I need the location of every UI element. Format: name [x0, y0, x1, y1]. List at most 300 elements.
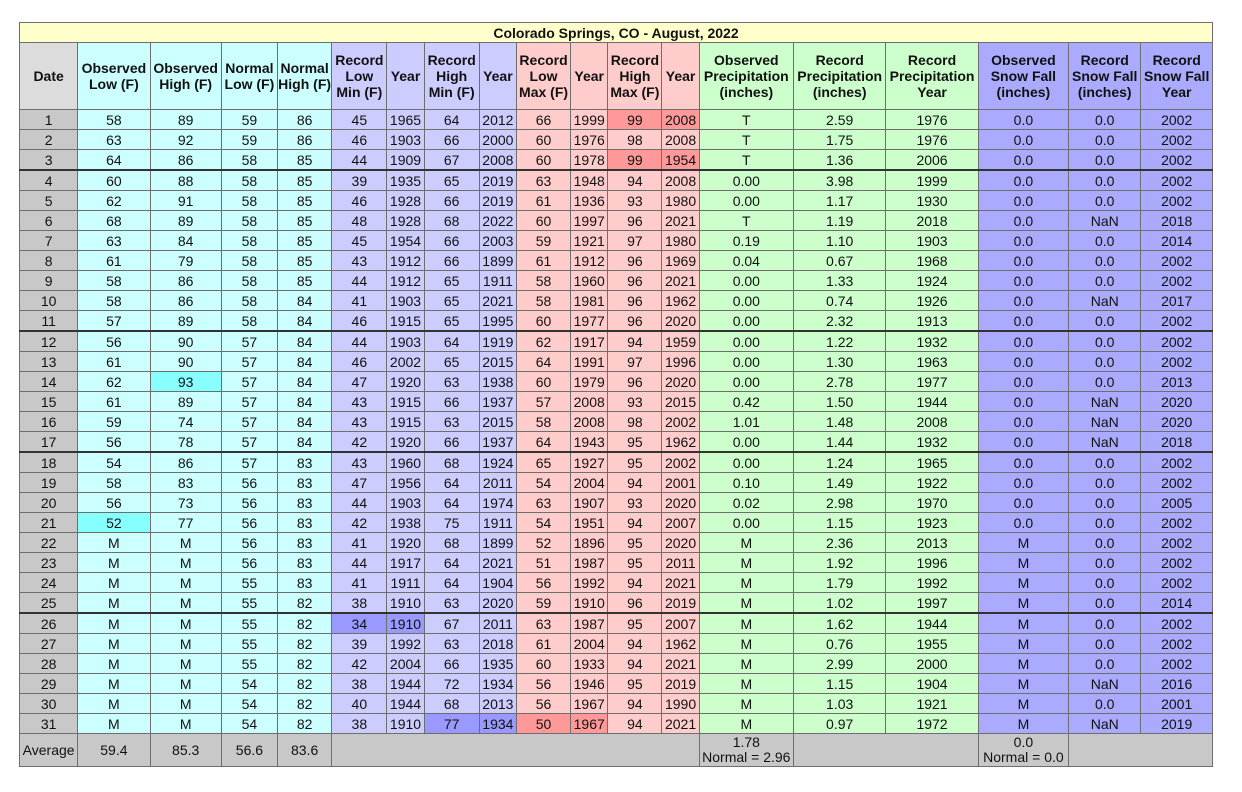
cell-record-low-min: 48 [332, 211, 387, 231]
cell-record-snowfall-year: 2002 [1141, 553, 1213, 573]
cell-observed-snowfall: 0.0 [978, 311, 1068, 332]
header-record-high-max-year: Year [662, 43, 699, 110]
cell-record-high-max-year: 2021 [662, 211, 699, 231]
cell-record-snowfall-year: 2002 [1141, 130, 1213, 150]
cell-observed-low: M [78, 634, 150, 654]
cell-observed-precipitation: M [699, 593, 793, 614]
cell-record-low-max: 62 [516, 331, 570, 352]
cell-record-high-min-year: 2013 [479, 694, 516, 714]
cell-record-precipitation: 1.10 [794, 231, 886, 251]
cell-record-low-max-year: 1951 [571, 513, 608, 533]
cell-record-high-max-year: 2021 [662, 714, 699, 734]
cell-record-precipitation-year: 1955 [886, 634, 978, 654]
cell-observed-high: 77 [150, 513, 221, 533]
cell-record-high-max-year: 2008 [662, 170, 699, 191]
cell-record-low-max: 51 [516, 553, 570, 573]
cell-observed-snowfall: M [978, 593, 1068, 614]
cell-observed-low: 61 [78, 352, 150, 372]
cell-normal-high: 85 [278, 231, 332, 251]
cell-normal-low: 54 [221, 694, 277, 714]
cell-observed-snowfall: 0.0 [978, 331, 1068, 352]
cell-observed-high: 89 [150, 110, 221, 130]
cell-record-precipitation: 1.19 [794, 211, 886, 231]
table-row [20, 513, 1213, 533]
header-observed-high: Observed High (F) [150, 43, 221, 110]
cell-date: 1 [20, 110, 78, 130]
cell-normal-low: 58 [221, 191, 277, 211]
cell-normal-low: 55 [221, 573, 277, 593]
cell-record-low-min: 42 [332, 513, 387, 533]
cell-normal-low: 59 [221, 130, 277, 150]
cell-record-high-min: 64 [424, 473, 479, 493]
cell-record-low-min-year: 1911 [387, 573, 424, 593]
cell-observed-snowfall: 0.0 [978, 191, 1068, 211]
cell-record-high-max: 99 [608, 150, 662, 171]
cell-observed-low: 63 [78, 231, 150, 251]
cell-normal-high: 82 [278, 593, 332, 614]
cell-record-high-max: 96 [608, 211, 662, 231]
cell-record-low-max: 66 [516, 110, 570, 130]
table-body [20, 110, 1213, 734]
cell-record-precipitation-year: 1921 [886, 694, 978, 714]
header-normal-high: Normal High (F) [278, 43, 332, 110]
cell-record-low-max-year: 1933 [571, 654, 608, 674]
cell-record-high-min-year: 2021 [479, 553, 516, 573]
cell-observed-high: 90 [150, 352, 221, 372]
cell-record-low-min: 44 [332, 331, 387, 352]
cell-record-low-min-year: 1920 [387, 372, 424, 392]
cell-record-low-min: 43 [332, 392, 387, 412]
cell-normal-high: 85 [278, 150, 332, 171]
cell-record-precipitation-year: 1963 [886, 352, 978, 372]
cell-record-low-max-year: 2004 [571, 634, 608, 654]
cell-record-low-max: 60 [516, 130, 570, 150]
cell-record-low-max: 59 [516, 593, 570, 614]
cell-record-low-max-year: 1927 [571, 452, 608, 473]
cell-observed-high: M [150, 533, 221, 553]
cell-observed-low: 56 [78, 493, 150, 513]
cell-record-high-min: 66 [424, 231, 479, 251]
cell-observed-snowfall: 0.0 [978, 150, 1068, 171]
cell-record-snowfall: NaN [1069, 211, 1141, 231]
cell-observed-precipitation: 1.01 [699, 412, 793, 432]
cell-observed-snowfall: 0.0 [978, 170, 1068, 191]
table-row [20, 694, 1213, 714]
table-row [20, 150, 1213, 171]
cell-record-high-min-year: 1995 [479, 311, 516, 332]
cell-record-snowfall-year: 2005 [1141, 493, 1213, 513]
cell-record-high-min: 64 [424, 110, 479, 130]
cell-date: 9 [20, 271, 78, 291]
cell-record-snowfall-year: 2017 [1141, 291, 1213, 311]
average-empty-precip-records [794, 734, 979, 767]
cell-record-high-max: 96 [608, 593, 662, 614]
cell-record-high-min-year: 1899 [479, 251, 516, 271]
cell-record-high-min: 65 [424, 291, 479, 311]
cell-record-precipitation-year: 1965 [886, 452, 978, 473]
cell-record-high-max-year: 2020 [662, 493, 699, 513]
cell-record-high-min-year: 1904 [479, 573, 516, 593]
cell-observed-precipitation: 0.00 [699, 452, 793, 473]
cell-observed-low: M [78, 654, 150, 674]
cell-observed-precipitation: 0.00 [699, 513, 793, 533]
cell-date: 28 [20, 654, 78, 674]
cell-observed-high: 73 [150, 493, 221, 513]
cell-observed-low: 57 [78, 311, 150, 332]
average-observed-high: 85.3 [150, 734, 221, 767]
cell-record-snowfall-year: 2002 [1141, 170, 1213, 191]
cell-record-snowfall-year: 2002 [1141, 573, 1213, 593]
table-row [20, 634, 1213, 654]
cell-record-snowfall-year: 2020 [1141, 392, 1213, 412]
cell-record-low-max-year: 1987 [571, 553, 608, 573]
cell-record-low-min-year: 1903 [387, 291, 424, 311]
cell-record-precipitation-year: 2018 [886, 211, 978, 231]
cell-record-high-min: 66 [424, 654, 479, 674]
cell-record-precipitation: 3.98 [794, 170, 886, 191]
cell-record-high-max-year: 2002 [662, 412, 699, 432]
cell-record-high-min-year: 2011 [479, 473, 516, 493]
cell-observed-low: 58 [78, 291, 150, 311]
cell-record-high-min-year: 2003 [479, 231, 516, 251]
cell-record-precipitation-year: 1903 [886, 231, 978, 251]
cell-observed-snowfall: 0.0 [978, 432, 1068, 453]
cell-observed-low: M [78, 553, 150, 573]
cell-observed-high: M [150, 714, 221, 734]
average-empty-records [332, 734, 699, 767]
cell-date: 25 [20, 593, 78, 614]
cell-date: 7 [20, 231, 78, 251]
average-precip-normal: Normal = 2.96 [702, 749, 791, 765]
cell-record-low-max: 60 [516, 150, 570, 171]
table-row [20, 553, 1213, 573]
cell-record-snowfall-year: 2002 [1141, 634, 1213, 654]
cell-normal-high: 83 [278, 533, 332, 553]
cell-normal-low: 55 [221, 654, 277, 674]
cell-record-high-min: 63 [424, 412, 479, 432]
cell-record-precipitation: 1.44 [794, 432, 886, 453]
cell-observed-precipitation: M [699, 553, 793, 573]
cell-observed-snowfall: 0.0 [978, 130, 1068, 150]
cell-record-low-min: 43 [332, 452, 387, 473]
cell-normal-low: 55 [221, 613, 277, 634]
cell-record-snowfall-year: 2002 [1141, 251, 1213, 271]
cell-observed-snowfall: 0.0 [978, 392, 1068, 412]
cell-record-high-max-year: 2001 [662, 473, 699, 493]
cell-record-low-max-year: 1896 [571, 533, 608, 553]
cell-record-low-min-year: 1903 [387, 130, 424, 150]
cell-normal-high: 85 [278, 271, 332, 291]
cell-observed-precipitation: 0.00 [699, 352, 793, 372]
cell-record-low-min: 47 [332, 473, 387, 493]
cell-normal-high: 84 [278, 372, 332, 392]
cell-record-high-min: 63 [424, 372, 479, 392]
cell-record-low-min: 40 [332, 694, 387, 714]
cell-date: 17 [20, 432, 78, 453]
cell-record-precipitation: 0.67 [794, 251, 886, 271]
cell-record-low-min-year: 1928 [387, 211, 424, 231]
cell-observed-precipitation: 0.00 [699, 271, 793, 291]
cell-record-snowfall: 0.0 [1069, 452, 1141, 473]
table-row [20, 130, 1213, 150]
header-observed-precipitation: Observed Precipitation (inches) [699, 43, 793, 110]
cell-record-snowfall: 0.0 [1069, 493, 1141, 513]
header-row [20, 43, 1213, 110]
cell-record-snowfall: 0.0 [1069, 573, 1141, 593]
cell-normal-high: 84 [278, 432, 332, 453]
cell-record-snowfall: NaN [1069, 714, 1141, 734]
cell-normal-low: 59 [221, 110, 277, 130]
cell-record-high-max: 94 [608, 473, 662, 493]
cell-record-low-max-year: 1967 [571, 714, 608, 734]
cell-observed-high: 78 [150, 432, 221, 453]
cell-record-low-max: 54 [516, 513, 570, 533]
cell-record-low-max-year: 1921 [571, 231, 608, 251]
cell-normal-high: 85 [278, 170, 332, 191]
cell-normal-low: 55 [221, 593, 277, 614]
cell-normal-high: 82 [278, 694, 332, 714]
cell-record-high-min: 77 [424, 714, 479, 734]
cell-record-precipitation: 1.79 [794, 573, 886, 593]
table-row [20, 473, 1213, 493]
cell-record-snowfall-year: 2002 [1141, 473, 1213, 493]
cell-record-high-max: 93 [608, 191, 662, 211]
cell-observed-low: 56 [78, 331, 150, 352]
cell-record-snowfall-year: 2001 [1141, 694, 1213, 714]
cell-normal-low: 57 [221, 432, 277, 453]
cell-record-low-min-year: 1920 [387, 432, 424, 453]
cell-date: 26 [20, 613, 78, 634]
cell-record-high-max-year: 2008 [662, 130, 699, 150]
cell-record-low-max-year: 1948 [571, 170, 608, 191]
cell-observed-low: 59 [78, 412, 150, 432]
table-row [20, 372, 1213, 392]
cell-normal-high: 86 [278, 130, 332, 150]
cell-observed-precipitation: M [699, 714, 793, 734]
cell-record-low-min: 42 [332, 654, 387, 674]
cell-record-precipitation: 0.76 [794, 634, 886, 654]
average-label: Average [20, 734, 78, 767]
cell-record-low-max: 63 [516, 493, 570, 513]
cell-record-high-max: 95 [608, 553, 662, 573]
cell-record-high-min: 68 [424, 452, 479, 473]
cell-record-low-max-year: 1960 [571, 271, 608, 291]
cell-record-snowfall-year: 2002 [1141, 352, 1213, 372]
cell-observed-high: M [150, 674, 221, 694]
cell-record-high-min-year: 2015 [479, 352, 516, 372]
cell-record-precipitation: 1.75 [794, 130, 886, 150]
cell-normal-low: 57 [221, 412, 277, 432]
cell-record-low-min-year: 1960 [387, 452, 424, 473]
cell-observed-precipitation: 0.00 [699, 372, 793, 392]
table-row [20, 110, 1213, 130]
cell-normal-low: 56 [221, 493, 277, 513]
cell-record-precipitation: 0.97 [794, 714, 886, 734]
cell-record-low-max-year: 1912 [571, 251, 608, 271]
cell-record-high-max-year: 1959 [662, 331, 699, 352]
cell-record-high-max-year: 2019 [662, 593, 699, 614]
cell-normal-low: 58 [221, 271, 277, 291]
header-record-low-max: Record Low Max (F) [516, 43, 570, 110]
cell-record-high-max: 99 [608, 110, 662, 130]
cell-record-low-max-year: 1967 [571, 694, 608, 714]
cell-record-low-max: 59 [516, 231, 570, 251]
cell-record-high-max-year: 2020 [662, 533, 699, 553]
cell-record-snowfall: NaN [1069, 412, 1141, 432]
cell-record-low-min-year: 1965 [387, 110, 424, 130]
cell-record-snowfall: 0.0 [1069, 271, 1141, 291]
cell-observed-precipitation: T [699, 110, 793, 130]
cell-record-high-max-year: 2021 [662, 271, 699, 291]
cell-observed-high: 90 [150, 331, 221, 352]
cell-date: 10 [20, 291, 78, 311]
cell-observed-snowfall: M [978, 714, 1068, 734]
cell-normal-high: 83 [278, 573, 332, 593]
cell-record-high-max-year: 2020 [662, 311, 699, 332]
table-row [20, 674, 1213, 694]
cell-observed-snowfall: 0.0 [978, 211, 1068, 231]
cell-record-precipitation-year: 1923 [886, 513, 978, 533]
cell-record-low-max-year: 1997 [571, 211, 608, 231]
cell-record-low-max-year: 1910 [571, 593, 608, 614]
cell-record-low-max: 61 [516, 251, 570, 271]
cell-normal-low: 58 [221, 150, 277, 171]
cell-record-high-min-year: 1937 [479, 432, 516, 453]
cell-observed-snowfall: M [978, 553, 1068, 573]
cell-observed-precipitation: 0.19 [699, 231, 793, 251]
cell-record-high-max: 97 [608, 231, 662, 251]
cell-record-precipitation: 2.59 [794, 110, 886, 130]
cell-record-low-min: 46 [332, 311, 387, 332]
cell-record-low-min-year: 1910 [387, 613, 424, 634]
cell-record-high-max: 97 [608, 352, 662, 372]
cell-record-snowfall-year: 2002 [1141, 311, 1213, 332]
cell-observed-precipitation: 0.10 [699, 473, 793, 493]
cell-record-high-min-year: 1911 [479, 513, 516, 533]
cell-observed-high: M [150, 613, 221, 634]
cell-record-high-min-year: 1911 [479, 271, 516, 291]
cell-date: 20 [20, 493, 78, 513]
cell-record-low-max: 61 [516, 191, 570, 211]
cell-record-low-max: 56 [516, 674, 570, 694]
cell-observed-high: 86 [150, 150, 221, 171]
cell-record-low-max: 60 [516, 654, 570, 674]
cell-normal-high: 82 [278, 714, 332, 734]
climate-table [19, 22, 1213, 767]
cell-normal-high: 82 [278, 654, 332, 674]
cell-record-snowfall-year: 2018 [1141, 432, 1213, 453]
cell-record-precipitation-year: 1930 [886, 191, 978, 211]
cell-record-precipitation-year: 1970 [886, 493, 978, 513]
average-snowfall [978, 734, 1068, 767]
header-observed-snowfall: Observed Snow Fall (inches) [978, 43, 1068, 110]
cell-record-high-max-year: 2008 [662, 110, 699, 130]
cell-record-low-min-year: 1915 [387, 311, 424, 332]
cell-record-low-min: 44 [332, 150, 387, 171]
cell-record-high-max-year: 1980 [662, 191, 699, 211]
cell-record-low-min: 44 [332, 493, 387, 513]
cell-observed-precipitation: 0.00 [699, 291, 793, 311]
cell-record-low-max: 63 [516, 170, 570, 191]
cell-record-precipitation-year: 1932 [886, 432, 978, 453]
cell-observed-high: 92 [150, 130, 221, 150]
cell-observed-snowfall: 0.0 [978, 412, 1068, 432]
cell-record-precipitation: 1.33 [794, 271, 886, 291]
cell-record-low-min-year: 1915 [387, 412, 424, 432]
cell-normal-high: 85 [278, 251, 332, 271]
table-row [20, 211, 1213, 231]
table-row [20, 191, 1213, 211]
cell-record-low-max: 65 [516, 452, 570, 473]
cell-record-low-min-year: 1903 [387, 331, 424, 352]
cell-record-high-min: 66 [424, 130, 479, 150]
cell-record-snowfall: 0.0 [1069, 311, 1141, 332]
cell-record-high-max: 95 [608, 533, 662, 553]
cell-record-snowfall-year: 2002 [1141, 654, 1213, 674]
cell-observed-low: 58 [78, 473, 150, 493]
cell-record-snowfall: 0.0 [1069, 654, 1141, 674]
cell-observed-high: M [150, 553, 221, 573]
cell-record-precipitation: 1.02 [794, 593, 886, 614]
cell-normal-high: 83 [278, 493, 332, 513]
table-row [20, 311, 1213, 332]
cell-observed-low: 64 [78, 150, 150, 171]
cell-date: 15 [20, 392, 78, 412]
cell-normal-low: 57 [221, 372, 277, 392]
cell-record-high-max: 98 [608, 130, 662, 150]
cell-record-snowfall: 0.0 [1069, 593, 1141, 614]
cell-record-low-max: 58 [516, 412, 570, 432]
cell-record-low-max-year: 1987 [571, 613, 608, 634]
average-empty-snow-records [1069, 734, 1213, 767]
cell-record-low-max-year: 1917 [571, 331, 608, 352]
cell-record-low-min-year: 1935 [387, 170, 424, 191]
cell-record-snowfall: 0.0 [1069, 251, 1141, 271]
cell-record-high-max-year: 1996 [662, 352, 699, 372]
cell-observed-low: M [78, 533, 150, 553]
cell-record-snowfall: NaN [1069, 392, 1141, 412]
cell-record-low-min: 44 [332, 553, 387, 573]
cell-observed-snowfall: 0.0 [978, 473, 1068, 493]
cell-normal-high: 82 [278, 613, 332, 634]
cell-record-high-min-year: 1919 [479, 331, 516, 352]
table-row [20, 654, 1213, 674]
cell-record-high-max: 96 [608, 311, 662, 332]
cell-normal-low: 58 [221, 291, 277, 311]
cell-record-snowfall: NaN [1069, 674, 1141, 694]
cell-normal-high: 82 [278, 674, 332, 694]
header-record-snowfall-year: Record Snow Fall Year [1141, 43, 1213, 110]
cell-observed-low: 63 [78, 130, 150, 150]
cell-record-high-max: 98 [608, 412, 662, 432]
cell-record-high-max-year: 2020 [662, 372, 699, 392]
cell-observed-precipitation: 0.00 [699, 432, 793, 453]
cell-observed-low: 62 [78, 191, 150, 211]
cell-record-low-min-year: 1910 [387, 714, 424, 734]
cell-record-low-max: 57 [516, 392, 570, 412]
table-row [20, 331, 1213, 352]
cell-record-high-max: 95 [608, 613, 662, 634]
cell-record-snowfall-year: 2002 [1141, 110, 1213, 130]
cell-record-high-max-year: 1962 [662, 634, 699, 654]
cell-observed-precipitation: M [699, 674, 793, 694]
table-row [20, 291, 1213, 311]
cell-normal-low: 56 [221, 513, 277, 533]
cell-observed-snowfall: 0.0 [978, 352, 1068, 372]
cell-record-snowfall-year: 2002 [1141, 331, 1213, 352]
table-row [20, 231, 1213, 251]
cell-record-low-min: 38 [332, 674, 387, 694]
